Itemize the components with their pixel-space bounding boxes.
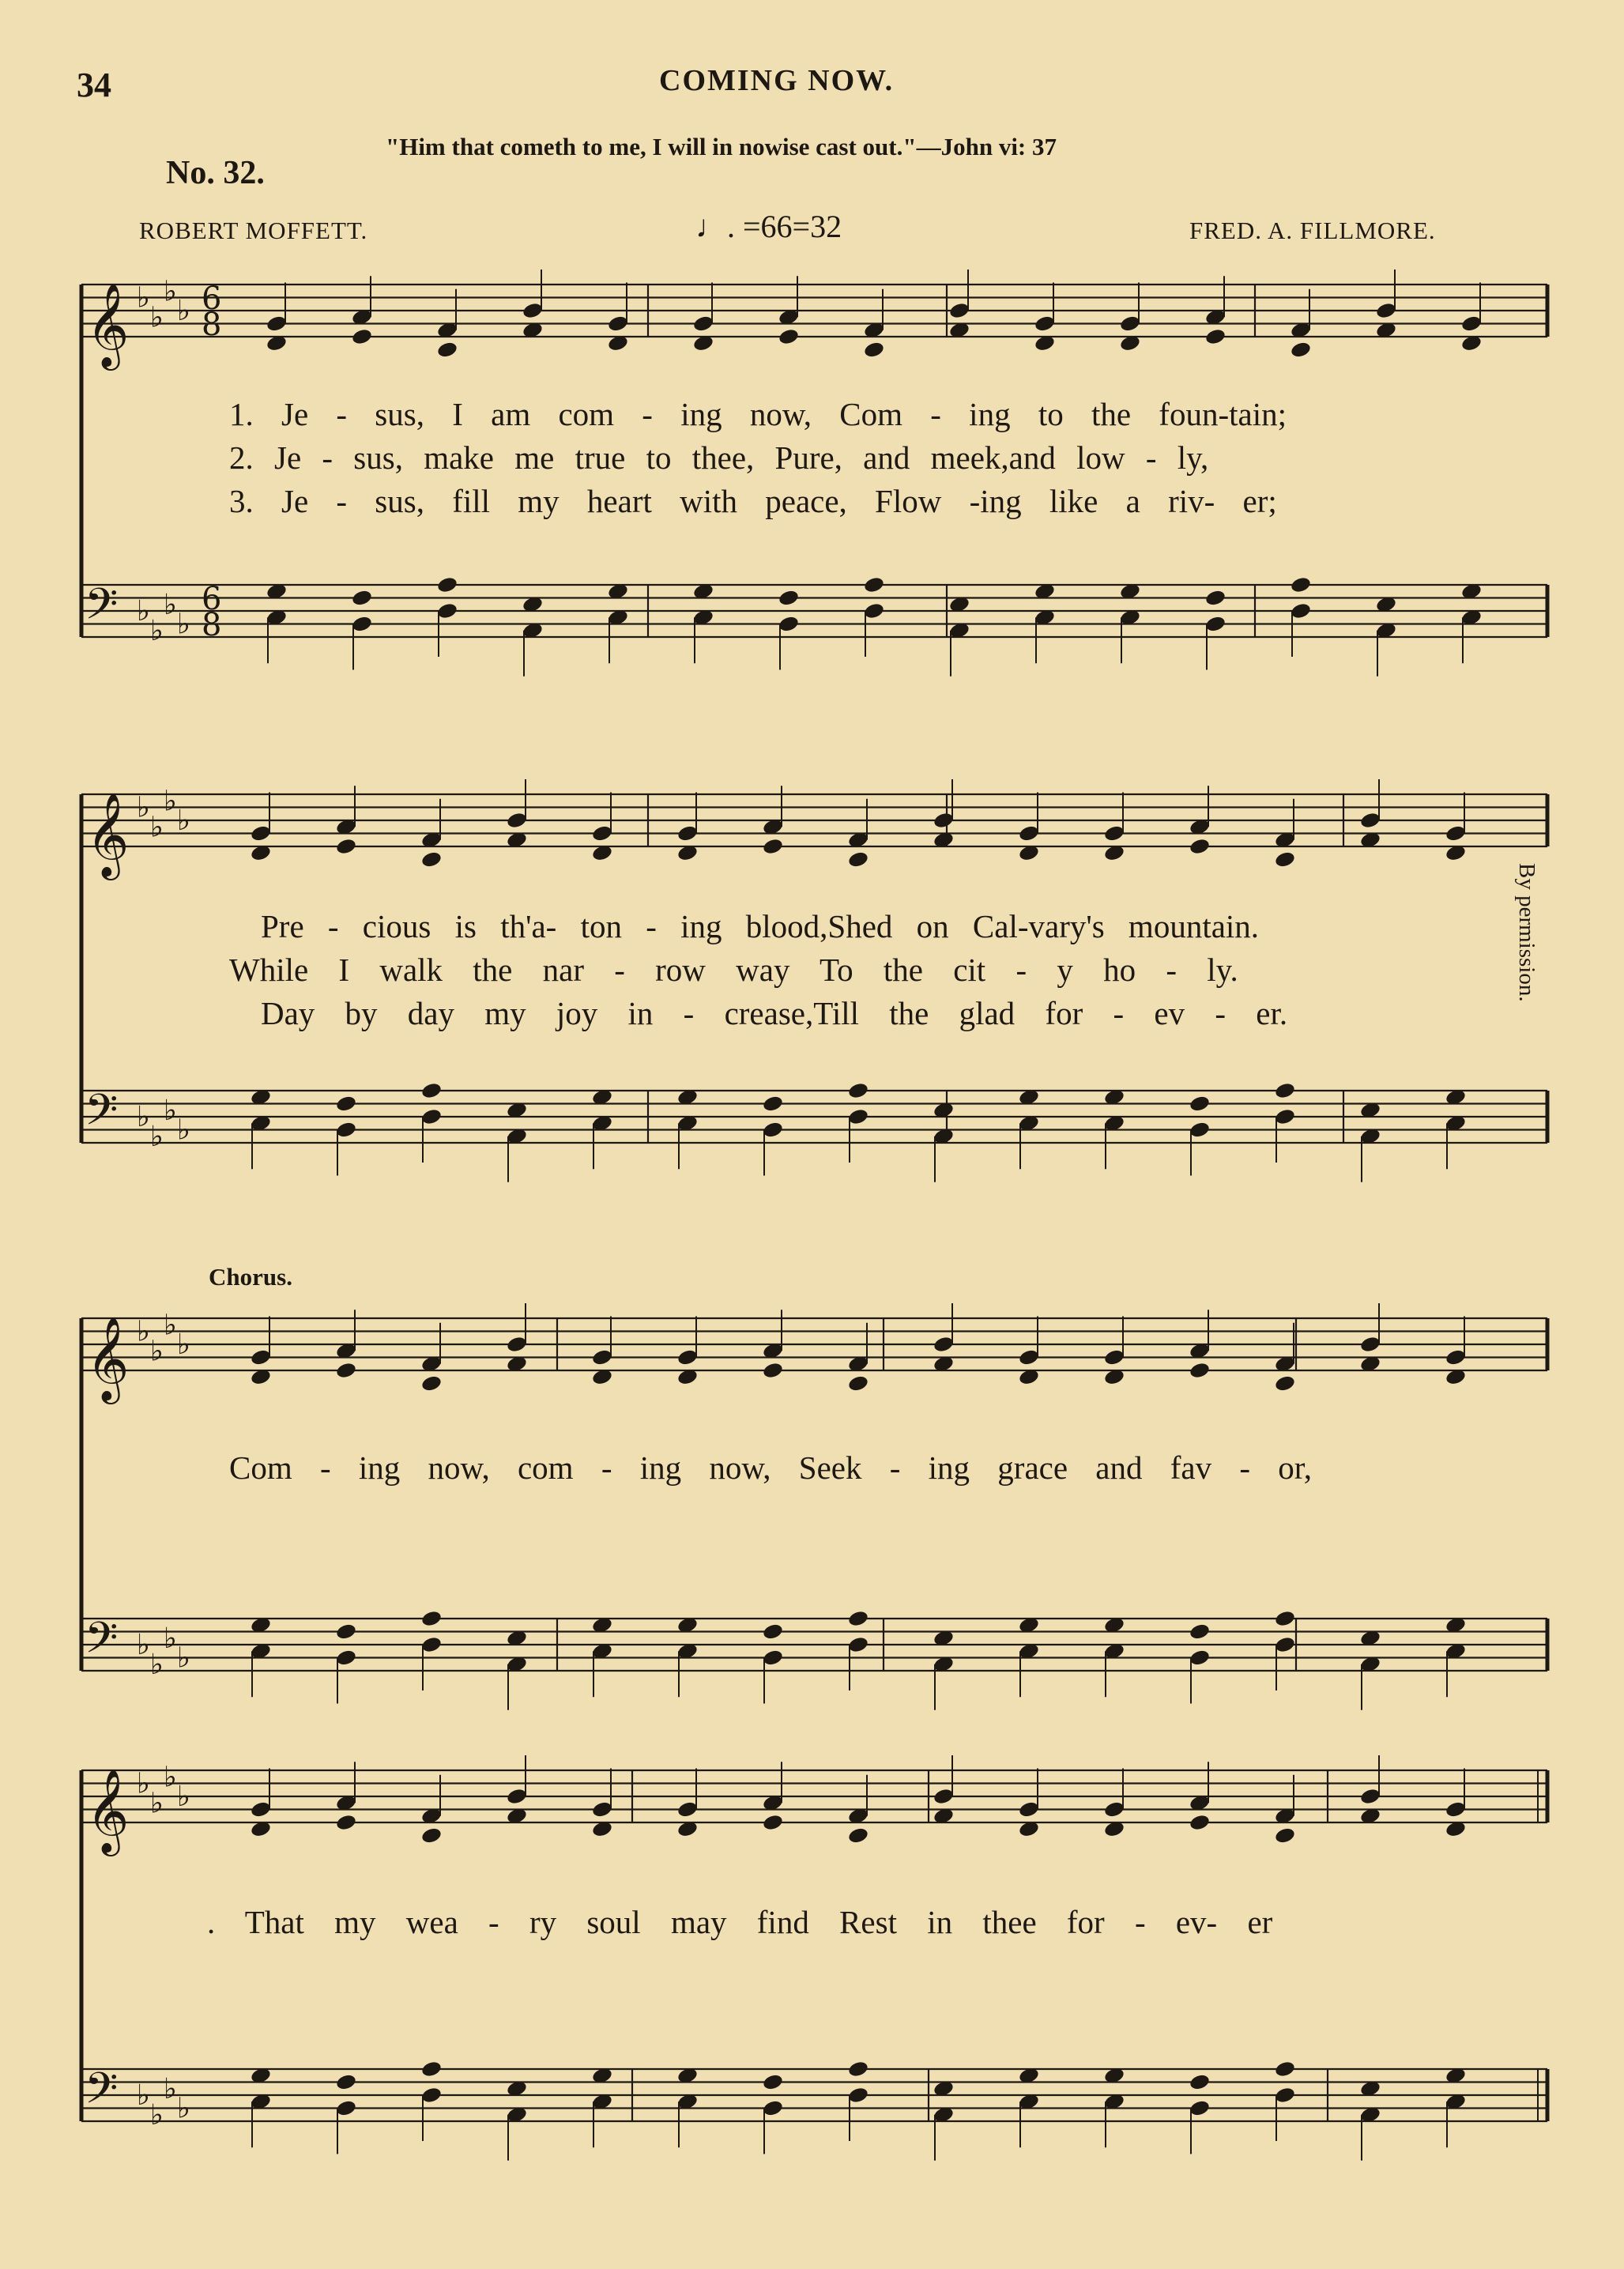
note-head: [863, 575, 885, 594]
note-head: [1103, 1800, 1125, 1819]
note-head: [778, 615, 800, 633]
note-head: [591, 1800, 613, 1819]
scripture-epigraph: "Him that cometh to me, I will in nowise cast out."—John vi: 37: [386, 133, 1057, 160]
note-head: [1189, 1813, 1211, 1831]
note-head: [1290, 575, 1312, 594]
note-head: [1290, 601, 1312, 620]
flat-sign-icon: ♭: [164, 1761, 177, 1794]
flat-sign-icon: ♭: [150, 1335, 164, 1368]
note-head: [420, 1374, 443, 1393]
flat-sign-icon: ♭: [150, 1648, 164, 1681]
flat-sign-icon: ♭: [137, 1767, 150, 1800]
note-head: [1018, 824, 1040, 842]
tempo-value: =66=32: [743, 209, 842, 244]
flat-sign-icon: ♭: [150, 1120, 164, 1153]
dotted-quarter-note-icon: ♩.: [695, 209, 735, 244]
note-head: [933, 1787, 955, 1805]
note-head: [591, 1348, 613, 1366]
note-head: [847, 1826, 869, 1845]
note-head: [676, 1800, 699, 1819]
time-signature: 8: [202, 607, 222, 643]
lyric-line: 1. Je - sus, I am com - ing now, Com - ing to the foun-tain;: [229, 396, 1287, 432]
note-head: [1204, 589, 1226, 607]
note-head: [1018, 1800, 1040, 1819]
note-head: [420, 1081, 443, 1099]
note-head: [420, 1107, 443, 1125]
note-head: [847, 1609, 869, 1627]
note-head: [1274, 2086, 1296, 2104]
note-head: [436, 341, 458, 359]
note-head: [847, 1374, 869, 1393]
bass-clef-icon: 𝄢: [85, 2063, 119, 2124]
note-head: [1445, 1348, 1467, 1366]
bass-clef-icon: 𝄢: [85, 1612, 119, 1674]
note-head: [1189, 1623, 1211, 1641]
note-head: [1189, 2073, 1211, 2091]
note-head: [1274, 1374, 1296, 1393]
note-head: [847, 1107, 869, 1125]
note-head: [1204, 327, 1226, 345]
flat-sign-icon: ♭: [150, 301, 164, 334]
chorus-label: Chorus.: [209, 1263, 292, 1291]
note-head: [863, 341, 885, 359]
note-head: [506, 811, 528, 829]
note-head: [1204, 615, 1226, 633]
lyric-line: While I walk the nar - row way To the cit - y ho - ly.: [229, 952, 1238, 988]
note-head: [335, 1095, 357, 1113]
note-head: [335, 1361, 357, 1379]
note-head: [335, 1813, 357, 1831]
note-head: [607, 315, 629, 333]
note-head: [335, 1121, 357, 1139]
flat-sign-icon: ♭: [164, 1622, 177, 1655]
page-number: 34: [77, 66, 111, 104]
note-head: [351, 589, 373, 607]
note-head: [522, 301, 544, 319]
note-head: [506, 1335, 528, 1353]
hymn-number: No. 32.: [166, 155, 265, 191]
author-credit: ROBERT MOFFETT.: [139, 217, 368, 244]
flat-sign-icon: ♭: [137, 595, 150, 628]
note-head: [436, 601, 458, 620]
note-head: [1359, 811, 1381, 829]
flat-sign-icon: ♭: [150, 1787, 164, 1820]
note-head: [762, 1095, 784, 1113]
note-head: [335, 2073, 357, 2091]
note-head: [506, 1787, 528, 1805]
flat-sign-icon: ♭: [177, 1114, 190, 1147]
flat-sign-icon: ♭: [177, 295, 190, 327]
note-head: [847, 1081, 869, 1099]
flat-sign-icon: ♭: [177, 805, 190, 837]
note-head: [591, 824, 613, 842]
note-head: [1189, 837, 1211, 855]
note-head: [762, 1121, 784, 1139]
note-head: [762, 1813, 784, 1831]
note-head: [762, 837, 784, 855]
note-head: [250, 824, 272, 842]
composer-credit: FRED. A. FILLMORE.: [1189, 217, 1436, 244]
flat-sign-icon: ♭: [164, 1309, 177, 1342]
note-head: [335, 1623, 357, 1641]
lyric-line: Day by day my joy in - crease,Till the glad for - ev - er.: [261, 995, 1288, 1031]
note-head: [1018, 1348, 1040, 1366]
flat-sign-icon: ♭: [137, 281, 150, 315]
flat-sign-icon: ♭: [137, 1101, 150, 1133]
note-head: [1274, 1826, 1296, 1845]
flat-sign-icon: ♭: [177, 1781, 190, 1813]
note-head: [420, 2086, 443, 2104]
flat-sign-icon: ♭: [150, 614, 164, 647]
note-head: [1359, 1787, 1381, 1805]
note-head: [335, 2099, 357, 2117]
permission-note: By permission.: [1514, 863, 1539, 1002]
note-head: [933, 811, 955, 829]
flat-sign-icon: ♭: [150, 2098, 164, 2131]
note-head: [1189, 1095, 1211, 1113]
treble-clef-icon: 𝄞: [86, 1316, 130, 1400]
flat-sign-icon: ♭: [177, 1329, 190, 1361]
bass-clef-icon: 𝄢: [85, 579, 119, 640]
lyric-line: 3. Je - sus, fill my heart with peace, Flow -ing like a riv- er;: [229, 483, 1277, 519]
lyric-line: Pre - cious is th'a- ton - ing blood,Shed on Cal-vary's mountain.: [261, 908, 1260, 944]
note-head: [1460, 315, 1483, 333]
time-signature: 6: [202, 581, 222, 617]
note-head: [1274, 1609, 1296, 1627]
flat-sign-icon: ♭: [177, 608, 190, 641]
note-head: [1189, 1121, 1211, 1139]
note-head: [1274, 1107, 1296, 1125]
note-head: [676, 1348, 699, 1366]
note-head: [762, 2099, 784, 2117]
lyric-line: 2. Je - sus, make me true to thee, Pure, and meek,and low - ly,: [229, 439, 1209, 476]
note-head: [1189, 2099, 1211, 2117]
note-head: [778, 589, 800, 607]
note-head: [1274, 1635, 1296, 1653]
note-head: [420, 1826, 443, 1845]
note-head: [778, 327, 800, 345]
note-head: [762, 1623, 784, 1641]
note-head: [1274, 850, 1296, 869]
treble-clef-icon: 𝄞: [86, 282, 130, 367]
note-head: [250, 1348, 272, 1366]
note-head: [933, 1335, 955, 1353]
note-head: [847, 1635, 869, 1653]
flat-sign-icon: ♭: [137, 1629, 150, 1661]
note-head: [1445, 1800, 1467, 1819]
note-head: [420, 1609, 443, 1627]
flat-sign-icon: ♭: [177, 1641, 190, 1675]
flat-sign-icon: ♭: [177, 2092, 190, 2125]
note-head: [420, 1635, 443, 1653]
note-head: [1189, 1361, 1211, 1379]
flat-sign-icon: ♭: [137, 791, 150, 824]
note-head: [1103, 1348, 1125, 1366]
flat-sign-icon: ♭: [150, 811, 164, 844]
flat-sign-icon: ♭: [137, 1315, 150, 1348]
flat-sign-icon: ♭: [164, 588, 177, 621]
treble-clef-icon: 𝄞: [86, 792, 130, 876]
note-head: [692, 315, 714, 333]
time-signature: 6: [202, 281, 222, 317]
note-head: [847, 850, 869, 869]
note-head: [351, 327, 373, 345]
note-head: [250, 1800, 272, 1819]
lyric-line: . That my wea - ry soul may find Rest in thee for - ev- er: [207, 1904, 1273, 1940]
flat-sign-icon: ♭: [137, 2079, 150, 2112]
note-head: [948, 301, 970, 319]
treble-clef-icon: 𝄞: [86, 1768, 130, 1853]
note-head: [1034, 315, 1056, 333]
lyric-line: Com - ing now, com - ing now, Seek - ing grace and fav - or,: [229, 1449, 1313, 1486]
note-head: [335, 1649, 357, 1667]
flat-sign-icon: ♭: [164, 785, 177, 818]
note-head: [420, 2060, 443, 2078]
note-head: [863, 601, 885, 620]
note-head: [266, 315, 288, 333]
note-head: [1103, 824, 1125, 842]
note-head: [1119, 315, 1141, 333]
note-head: [1445, 824, 1467, 842]
note-head: [676, 824, 699, 842]
note-head: [847, 2060, 869, 2078]
note-head: [1274, 2060, 1296, 2078]
flat-sign-icon: ♭: [164, 1094, 177, 1127]
note-head: [1359, 1335, 1381, 1353]
note-head: [436, 575, 458, 594]
note-head: [420, 850, 443, 869]
note-head: [762, 1361, 784, 1379]
note-head: [335, 837, 357, 855]
page-title: COMING NOW.: [659, 64, 895, 97]
flat-sign-icon: ♭: [164, 275, 177, 308]
note-head: [1189, 1649, 1211, 1667]
note-head: [351, 615, 373, 633]
note-head: [1375, 301, 1397, 319]
note-head: [847, 2086, 869, 2104]
note-head: [762, 2073, 784, 2091]
note-head: [1290, 341, 1312, 359]
bass-clef-icon: 𝄢: [85, 1084, 119, 1146]
note-head: [762, 1649, 784, 1667]
time-signature: 8: [202, 307, 222, 343]
flat-sign-icon: ♭: [164, 2072, 177, 2105]
note-head: [1274, 1081, 1296, 1099]
